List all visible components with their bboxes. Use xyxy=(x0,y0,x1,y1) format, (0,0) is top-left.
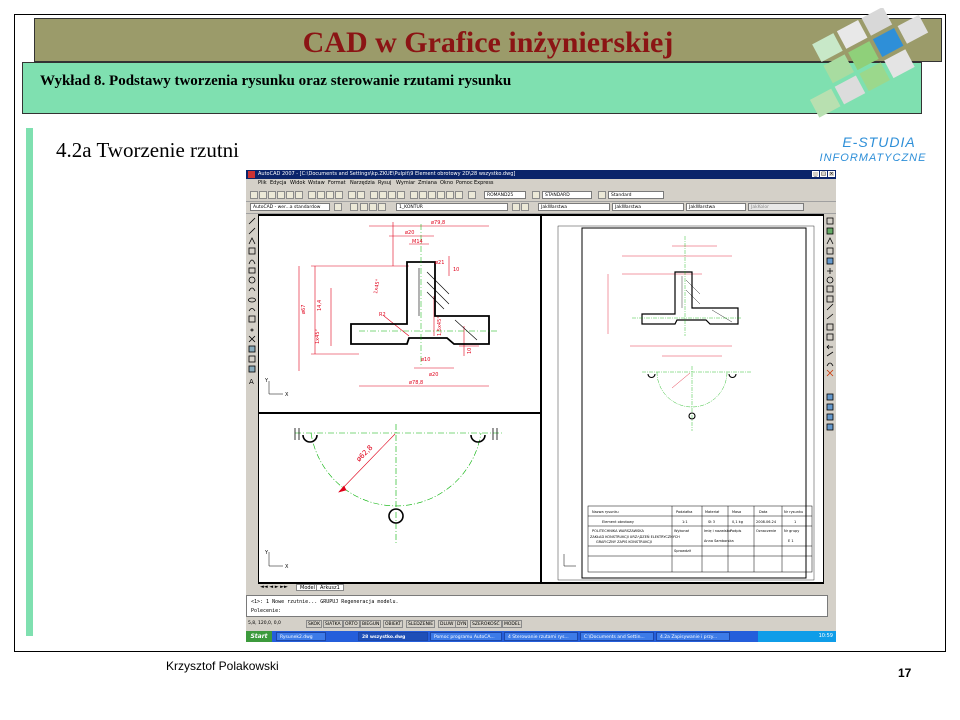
ucs-icon-front xyxy=(269,381,283,394)
system-tray xyxy=(758,631,836,642)
lineweight-select[interactable]: JakWarstwa xyxy=(686,203,746,211)
svg-text:Y: Y xyxy=(265,550,269,556)
tb-department2: GRAFICZNY ZAPIS KONSTRUKCJI xyxy=(596,540,652,544)
pan-icon[interactable] xyxy=(370,191,378,199)
task-pomoc-autocad[interactable]: Pomoc programu AutoCA... xyxy=(430,632,502,641)
tb-header-name: Nazwa rysunku xyxy=(592,510,619,514)
status-siatka[interactable]: SIATKA xyxy=(325,622,341,627)
maximize-icon[interactable]: □ xyxy=(821,171,826,177)
draw-tool-icons[interactable] xyxy=(246,216,258,416)
ucs-icon-top xyxy=(269,552,283,566)
viewport-front-view[interactable] xyxy=(259,216,540,412)
tool-palettes-icon[interactable] xyxy=(428,191,436,199)
tb-scale: 1:1 xyxy=(682,520,688,524)
standard-toolbar xyxy=(246,190,836,202)
dim-67: ø67 xyxy=(301,304,307,314)
new-file-icon[interactable] xyxy=(250,191,258,199)
paste-icon[interactable] xyxy=(326,191,334,199)
autocad-app-icon xyxy=(248,171,255,178)
tb-group-label: Nr grupy xyxy=(784,529,800,533)
tb-date: 2008.06.24 xyxy=(756,520,777,524)
dim-style-select[interactable]: STANDARD xyxy=(542,191,592,199)
svg-text:X: X xyxy=(285,392,289,398)
layers-toolbar xyxy=(246,202,836,214)
open-file-icon[interactable] xyxy=(259,191,267,199)
slide-title: CAD w Grafice inżynierskiej xyxy=(302,26,674,59)
layer-lock-icon[interactable] xyxy=(378,203,386,211)
print-icon[interactable] xyxy=(277,191,285,199)
command-history: <1>: 1 Nowe rzutnie... GRUPUJ Regeneracja modelu. xyxy=(251,599,399,605)
layer-previous-icon[interactable] xyxy=(521,203,529,211)
close-icon[interactable]: × xyxy=(829,171,834,177)
markup-icon[interactable] xyxy=(446,191,454,199)
layer-freeze-icon[interactable] xyxy=(369,203,377,211)
make-current-layer-icon[interactable] xyxy=(512,203,520,211)
tb-university: POLITECHNIKA WARSZAWSKA xyxy=(592,529,644,533)
tb-material: St 3 xyxy=(708,520,715,524)
autocad-screenshot xyxy=(246,170,836,642)
menu-pomoc[interactable]: Pomoc xyxy=(456,180,473,186)
save-icon[interactable] xyxy=(268,191,276,199)
ucs-icon-sheet xyxy=(564,554,576,566)
dim-10-right: 10 xyxy=(453,267,460,273)
layer-select[interactable]: 1_KONTUR xyxy=(396,203,508,211)
status-skok[interactable]: SKOK xyxy=(308,622,321,627)
viewport-top-view[interactable] xyxy=(259,414,540,582)
plot-style-select[interactable]: JakKolor xyxy=(748,203,804,211)
calculator-icon[interactable] xyxy=(455,191,463,199)
dim-20-top: ø20 xyxy=(405,230,415,236)
status-orto[interactable]: ORTO xyxy=(345,622,358,627)
layout-tabs-bar xyxy=(258,584,824,592)
status-bar xyxy=(246,619,836,629)
clock: 10:59 xyxy=(818,633,833,639)
status-model[interactable]: MODEL xyxy=(504,622,521,627)
windows-taskbar xyxy=(246,631,836,642)
task-sterowanie-rzutami[interactable]: 4 Sterowanie rzutami rys... xyxy=(504,632,578,641)
dim-chamfer-1-5: 1,5x45° xyxy=(437,316,443,336)
dim-14-4: 14,4 xyxy=(317,299,323,311)
sheet-layout-drawing xyxy=(542,216,823,582)
menu-express[interactable]: Express xyxy=(474,180,494,186)
status-biegun[interactable]: BIEGUN xyxy=(362,622,380,627)
command-prompt[interactable]: Polecenie: xyxy=(251,608,282,614)
tb-mass: 0,1 kg xyxy=(732,520,743,524)
workspace-settings-icon[interactable] xyxy=(334,203,342,211)
minimize-icon[interactable]: _ xyxy=(812,171,819,177)
menu-widok[interactable]: Widok xyxy=(290,180,306,186)
front-view-drawing xyxy=(259,216,540,412)
redo-icon[interactable] xyxy=(357,191,365,199)
workspace-select[interactable]: AutoCAD - wer...a standardow xyxy=(250,203,330,211)
task-rysunek2[interactable]: Rysunek2.dwg xyxy=(276,632,326,641)
dim-r2: R2 xyxy=(379,312,386,318)
left-accent-stripe xyxy=(26,128,33,636)
dim-79-8: ø79,8 xyxy=(431,220,446,226)
sheet-set-icon[interactable] xyxy=(437,191,445,199)
svg-text:X: X xyxy=(285,564,289,570)
dim-10-mid: ø10 xyxy=(421,357,431,363)
tb-group: E 1 xyxy=(788,539,794,543)
menu-edycja[interactable]: Edycja xyxy=(270,180,287,186)
tb-department: ZAKŁAD KONSTRUKCJI URZĄDZEŃ ELEKTRYCZNYCH xyxy=(590,535,680,539)
svg-text:Y: Y xyxy=(265,378,269,384)
menu-wstaw[interactable]: Wstaw xyxy=(308,180,325,186)
modify-toolbar xyxy=(824,214,836,594)
status-dyn[interactable]: DYN xyxy=(457,622,467,627)
dim-20-bottom: ø20 xyxy=(429,372,439,378)
status-dluw[interactable]: DLUW xyxy=(440,622,454,627)
start-button[interactable]: Start xyxy=(246,631,272,642)
tb-header-mass: Masa xyxy=(732,510,742,514)
dim-m14: M14 xyxy=(412,239,423,245)
page-number: 17 xyxy=(898,666,912,680)
task-documents[interactable]: C:\Documents and Settin... xyxy=(580,632,654,641)
coordinates-readout: 5,8, 120,0, 0,0 xyxy=(248,621,281,626)
table-style-select[interactable]: Standard xyxy=(608,191,664,199)
help-icon[interactable] xyxy=(468,191,476,199)
viewport-sheet-layout[interactable] xyxy=(542,216,823,582)
zoom-previous-icon[interactable] xyxy=(397,191,405,199)
design-center-icon[interactable] xyxy=(419,191,427,199)
logo-line-2: INFORMATYCZNE xyxy=(819,152,927,164)
tb-header-scale: Podziałka xyxy=(676,510,693,514)
tb-sign-label: Podpis xyxy=(730,529,742,533)
linetype-select[interactable]: JakWarstwa xyxy=(612,203,684,211)
zoom-window-icon[interactable] xyxy=(388,191,396,199)
menu-wymiar[interactable]: Wymiar xyxy=(396,180,416,186)
command-line[interactable] xyxy=(246,595,828,617)
text-style-select[interactable]: ROMAND25 xyxy=(484,191,526,199)
dim-62-8: ø62,8 xyxy=(354,443,375,464)
properties-icon[interactable] xyxy=(410,191,418,199)
menu-okno[interactable]: Okno xyxy=(440,180,454,186)
table-style-icon[interactable] xyxy=(598,191,606,199)
tb-checked-label: Sprawdził xyxy=(674,549,691,553)
tb-drawn-label: Wykonał xyxy=(674,529,689,533)
tb-author: Anna Samborska xyxy=(704,539,734,543)
tb-header-drawing-no: Nr rysunku xyxy=(784,510,804,514)
dim-78-8: ø78,8 xyxy=(409,380,424,386)
task-28-wszystko[interactable]: 28 wszystko.dwg xyxy=(358,632,428,641)
cut-icon[interactable] xyxy=(308,191,316,199)
footer-author: Krzysztof Polakowski xyxy=(166,659,279,673)
tb-drawing-no: 1 xyxy=(794,520,797,524)
menu-rysuj[interactable]: Rysuj xyxy=(378,180,392,186)
dim-style-icon[interactable] xyxy=(532,191,540,199)
dim-10-bottom: 10 xyxy=(467,347,473,354)
task-zapisywanie[interactable]: 4.2a Zapisywanie i przy... xyxy=(656,632,730,641)
match-properties-icon[interactable] xyxy=(335,191,343,199)
tab-nav-arrows-icon[interactable]: ◄◄ ◄ ► ►► xyxy=(260,584,288,590)
preview-icon[interactable] xyxy=(286,191,294,199)
menu-plik[interactable]: Plik xyxy=(258,180,267,186)
color-select[interactable]: JakWarstwa xyxy=(538,203,610,211)
draw-toolbar xyxy=(246,214,258,594)
status-sledzenie[interactable]: ŚLEDZENIE xyxy=(408,622,434,627)
e-studia-logo-icon xyxy=(800,8,948,126)
menu-narzedzia[interactable]: Narzędzia xyxy=(350,180,375,186)
top-view-drawing xyxy=(259,414,540,582)
tb-header-date: Data xyxy=(759,510,768,514)
tb-sheet-label: Oznaczenie xyxy=(756,529,777,533)
logo-line-1: E-STUDIA xyxy=(842,134,916,150)
dim-chamfer-1: 1x45° xyxy=(373,278,382,295)
publish-icon[interactable] xyxy=(295,191,303,199)
tb-name-label: Imię i nazwisko xyxy=(704,529,731,533)
lecture-subtitle: Wykład 8. Podstawy tworzenia rysunku oraz sterowanie rzutami rysunku xyxy=(40,73,512,89)
tb-part-name: Element obrotowy xyxy=(602,520,634,524)
tb-header-material: Materiał xyxy=(705,510,720,514)
undo-icon[interactable] xyxy=(348,191,356,199)
zoom-realtime-icon[interactable] xyxy=(379,191,387,199)
modify-tool-icons[interactable] xyxy=(824,216,836,446)
tab-arkusz1[interactable]: Arkusz1 xyxy=(316,584,344,591)
dim-chamfer-left: 1x45° xyxy=(315,328,321,344)
copy-icon[interactable] xyxy=(317,191,325,199)
layer-manager-icon[interactable] xyxy=(350,203,358,211)
dim-21: ø21 xyxy=(435,260,445,266)
status-obiekt[interactable]: OBIEKT xyxy=(385,622,402,627)
section-heading: 4.2a Tworzenie rzutni xyxy=(56,138,239,162)
layer-on-icon[interactable] xyxy=(360,203,368,211)
menu-format[interactable]: Format xyxy=(328,180,346,186)
status-szerokosc[interactable]: SZEROKOŚĆ xyxy=(472,622,500,627)
tab-model[interactable]: Model xyxy=(296,584,319,591)
menu-zmiana[interactable]: Zmiana xyxy=(418,180,437,186)
svg-text:A: A xyxy=(249,378,254,386)
acad-window-title: AutoCAD 2007 - [C:\Documents and Settings\kp.ZKUE\Pulpit\9 Element obrotowy 2D\28 wszystko.dwg] xyxy=(258,171,516,177)
